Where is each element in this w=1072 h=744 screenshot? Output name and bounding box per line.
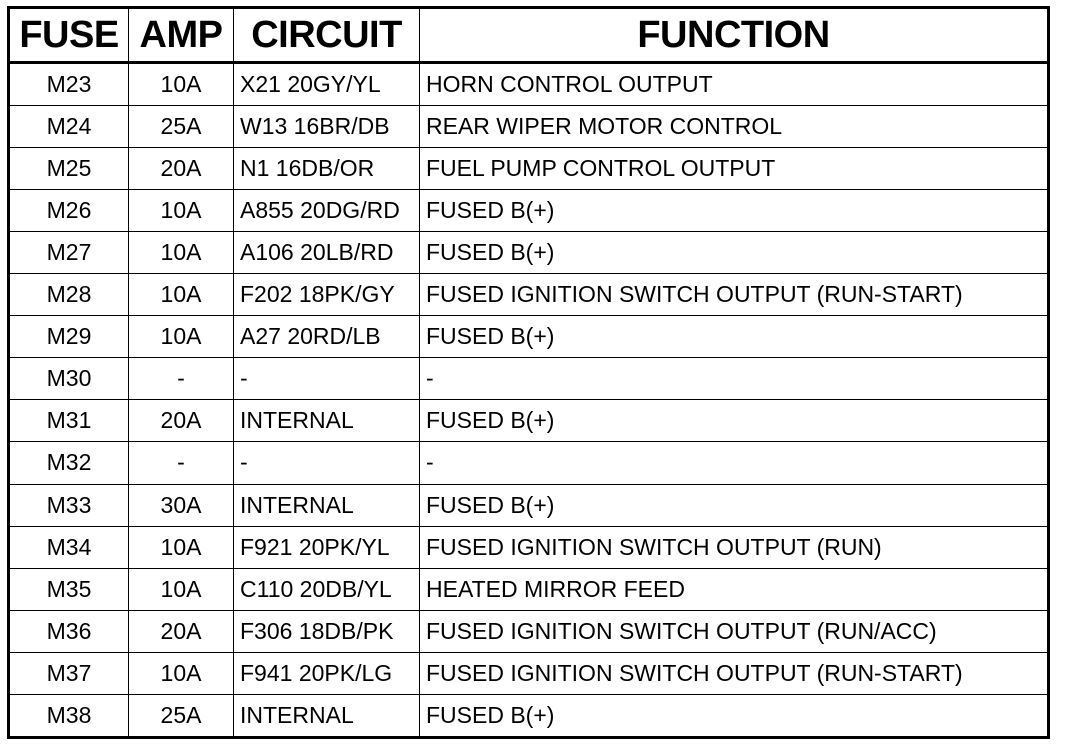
cell-amp: 20A	[129, 400, 234, 442]
cell-amp: 10A	[129, 568, 234, 610]
cell-fuse: M36	[9, 610, 129, 652]
table-row	[9, 484, 1049, 526]
cell-function: FUSED B(+)	[420, 190, 1049, 232]
cell-amp: 10A	[129, 526, 234, 568]
cell-function: FUEL PUMP CONTROL OUTPUT	[420, 148, 1049, 190]
cell-amp: 10A	[129, 316, 234, 358]
cell-function: FUSED B(+)	[420, 400, 1049, 442]
cell-fuse: M35	[9, 568, 129, 610]
table-row	[9, 610, 1049, 652]
cell-circuit: A106 20LB/RD	[234, 232, 420, 274]
cell-circuit: X21 20GY/YL	[234, 63, 420, 106]
header-function: FUNCTION	[420, 8, 1049, 63]
cell-circuit: N1 16DB/OR	[234, 148, 420, 190]
table-header	[9, 8, 1049, 63]
cell-circuit: F202 18PK/GY	[234, 274, 420, 316]
table-row	[9, 400, 1049, 442]
cell-amp: 10A	[129, 63, 234, 106]
table-row	[9, 106, 1049, 148]
table-row	[9, 568, 1049, 610]
table-body	[9, 63, 1049, 738]
cell-function: REAR WIPER MOTOR CONTROL	[420, 106, 1049, 148]
cell-amp: 25A	[129, 106, 234, 148]
cell-fuse: M32	[9, 442, 129, 484]
table-row	[9, 274, 1049, 316]
cell-function: FUSED IGNITION SWITCH OUTPUT (RUN)	[420, 526, 1049, 568]
table-row	[9, 652, 1049, 694]
table-row	[9, 526, 1049, 568]
cell-fuse: M31	[9, 400, 129, 442]
cell-circuit: A855 20DG/RD	[234, 190, 420, 232]
cell-circuit: INTERNAL	[234, 400, 420, 442]
cell-circuit: -	[234, 358, 420, 400]
cell-function: FUSED B(+)	[420, 694, 1049, 737]
cell-fuse: M23	[9, 63, 129, 106]
cell-circuit: INTERNAL	[234, 484, 420, 526]
header-row	[9, 8, 1049, 63]
cell-fuse: M27	[9, 232, 129, 274]
table-row	[9, 694, 1049, 737]
cell-function: HEATED MIRROR FEED	[420, 568, 1049, 610]
cell-fuse: M30	[9, 358, 129, 400]
cell-amp: 25A	[129, 694, 234, 737]
cell-fuse: M24	[9, 106, 129, 148]
cell-circuit: F921 20PK/YL	[234, 526, 420, 568]
cell-circuit: -	[234, 442, 420, 484]
cell-function: FUSED B(+)	[420, 484, 1049, 526]
cell-amp: 10A	[129, 652, 234, 694]
table-row	[9, 63, 1049, 106]
header-amp: AMP	[129, 8, 234, 63]
cell-circuit: W13 16BR/DB	[234, 106, 420, 148]
cell-amp: 20A	[129, 148, 234, 190]
fuse-table	[7, 6, 1050, 739]
cell-fuse: M34	[9, 526, 129, 568]
table-row	[9, 148, 1049, 190]
cell-function: FUSED IGNITION SWITCH OUTPUT (RUN-START)	[420, 652, 1049, 694]
cell-amp: 20A	[129, 610, 234, 652]
cell-function: -	[420, 358, 1049, 400]
cell-fuse: M33	[9, 484, 129, 526]
cell-circuit: INTERNAL	[234, 694, 420, 737]
cell-amp: 10A	[129, 232, 234, 274]
cell-function: -	[420, 442, 1049, 484]
cell-function: FUSED B(+)	[420, 316, 1049, 358]
cell-amp: 10A	[129, 190, 234, 232]
cell-fuse: M25	[9, 148, 129, 190]
cell-fuse: M28	[9, 274, 129, 316]
table-row	[9, 358, 1049, 400]
table-row	[9, 232, 1049, 274]
cell-function: FUSED IGNITION SWITCH OUTPUT (RUN-START)	[420, 274, 1049, 316]
cell-amp: -	[129, 358, 234, 400]
cell-fuse: M37	[9, 652, 129, 694]
cell-fuse: M26	[9, 190, 129, 232]
cell-function: FUSED IGNITION SWITCH OUTPUT (RUN/ACC)	[420, 610, 1049, 652]
header-circuit: CIRCUIT	[234, 8, 420, 63]
cell-amp: -	[129, 442, 234, 484]
cell-circuit: F306 18DB/PK	[234, 610, 420, 652]
cell-circuit: F941 20PK/LG	[234, 652, 420, 694]
cell-fuse: M29	[9, 316, 129, 358]
table-row	[9, 442, 1049, 484]
cell-amp: 10A	[129, 274, 234, 316]
cell-function: HORN CONTROL OUTPUT	[420, 63, 1049, 106]
cell-function: FUSED B(+)	[420, 232, 1049, 274]
cell-circuit: A27 20RD/LB	[234, 316, 420, 358]
table-row	[9, 316, 1049, 358]
cell-circuit: C110 20DB/YL	[234, 568, 420, 610]
header-fuse: FUSE	[9, 8, 129, 63]
cell-fuse: M38	[9, 694, 129, 737]
table-row	[9, 190, 1049, 232]
cell-amp: 30A	[129, 484, 234, 526]
